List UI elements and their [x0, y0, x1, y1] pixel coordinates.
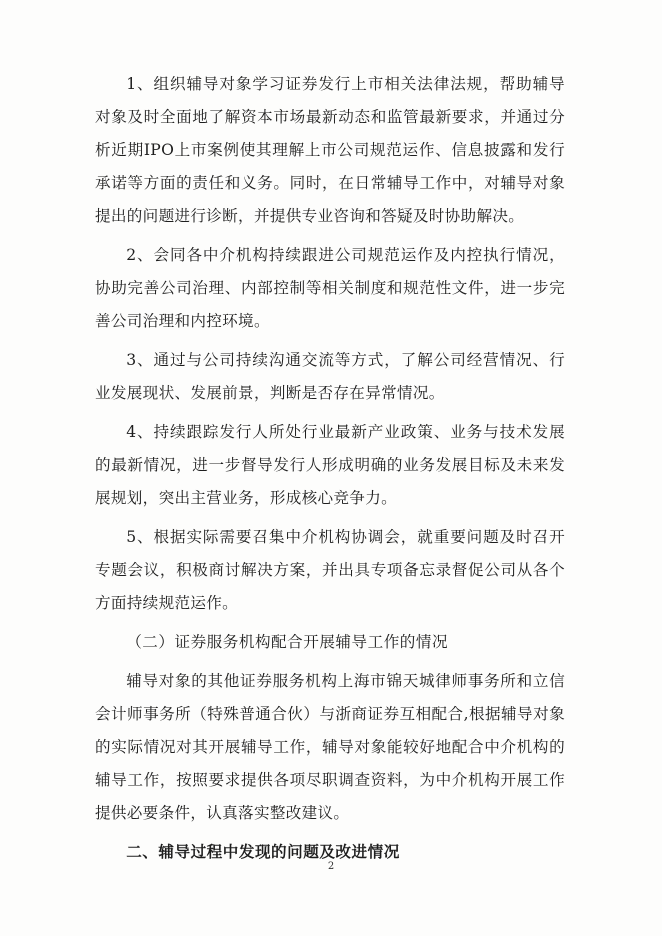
paragraph-item-4: 4、持续跟踪发行人所处行业最新产业政策、业务与技术发展的最新情况，进一步督导发行人形成明确的业务发展目标及未来发展规划，突出主营业务，形成核心竞争力。 [95, 423, 565, 507]
section-heading: 二、辅导过程中发现的问题及改进情况 [126, 843, 400, 861]
paragraph-item-3: 3、通过与公司持续沟通交流等方式，了解公司经营情况、行业发展现状、发展前景，判断是否存在异常情况。 [95, 351, 565, 402]
subsection-heading: （二）证券服务机构配合开展辅导工作的情况 [126, 633, 449, 651]
paragraph-item-1: 1、组织辅导对象学习证券发行上市相关法律法规，帮助辅导对象及时全面地了解资本市场最新动态和监管最新要求，并通过分析近期IPO上市案例使其理解上市公司规范运作、信息披露和发行承诺等方面的责任和义务。同时，在日常辅导工作中，对辅导对象提出的问题进行诊断，并提供专业咨询和答疑及时协助解决。 [95, 75, 565, 225]
cooperation-paragraph: 辅导对象的其他证券服务机构上海市锦天城律师事务所和立信会计师事务所（特殊普通合伙）与浙商证券互相配合,根据辅导对象的实际情况对其开展辅导工作，辅导对象能较好地配合中介机构的辅导工作，按照要求提供各项尽职调查资料，为中介机构开展工作提供必要条件，认真落实整改建议。 [95, 672, 565, 822]
document-body [95, 68, 565, 869]
paragraph-item-2: 2、会同各中介机构持续跟进公司规范运作及内控执行情况，协助完善公司治理、内部控制等相关制度和规范性文件，进一步完善公司治理和内控环境。 [95, 246, 565, 330]
paragraph-item-5: 5、根据实际需要召集中介机构协调会，就重要问题及时召开专题会议，积极商讨解决方案，并出具专项备忘录督促公司从各个方面持续规范运作。 [95, 528, 565, 612]
page-number: 2 [327, 861, 335, 872]
